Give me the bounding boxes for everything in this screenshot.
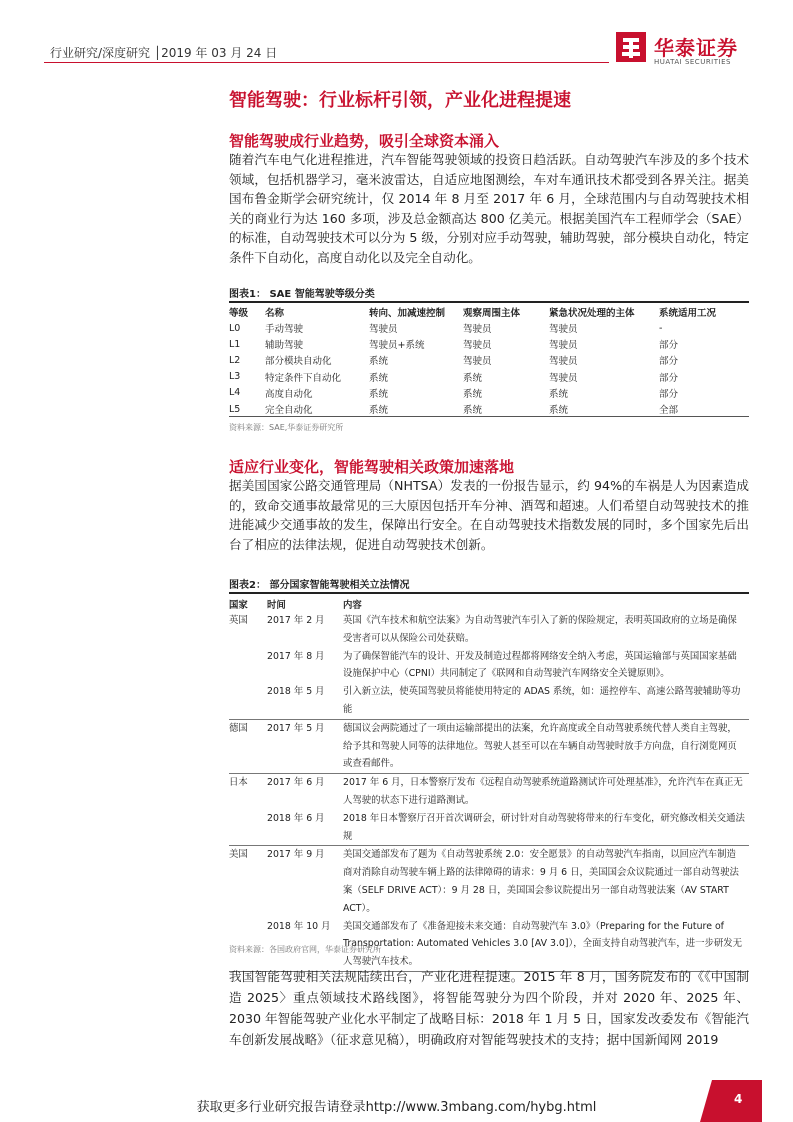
table-cell: 手动驾驶 [265,324,304,336]
table-cell: 系统 [463,372,483,384]
section3-body: 我国智能驾驶相关法规陆续出台，产业化进程提速。2015 年 8 月，国务院发布的《《中国制造 2025〉重点领域技术路线图》，将智能驾驶分为四个阶段，并对 2020 年、2025 年、2030 年智能驾驶产业化水平制定了战略目标：2018 年 1 月 5 日，国家发改委发布《智能汽车创新发展战略》（征求意见稿），明确政府对智能驾驶技术的支持；据中国新闻网 2019 [229,969,749,1047]
table-cell-time: 2018 年 6 月 [265,810,343,846]
section2-heading: 适应行业变化，智能驾驶相关政策加速落地 [229,458,515,476]
section2-body: 据美国国家公路交通管理局（NHTSA）发表的一份报告显示，约 94%的车祸是人为因素造成的，致命交通事故最常见的三大原因包括开车分神、酒驾和超速。人们希望自动驾驶技术的推进能减少交通事故的发生，保障出行安全。在自动驾驶技术指数发展的同时，多个国家先后出台了相应的法律法规，促进自动驾驶技术创新。 [229,478,749,552]
table-cell-content: 英国《汽车技术和航空法案》为自动驾驶汽车引入了新的保险规定，表明英国政府的立场是确保受害者可以从保险公司处获赔。 [343,615,737,644]
table-row [229,336,749,352]
table-cell-time: 2018 年 10 月 [265,918,343,972]
figure2-top-rule [229,592,749,594]
table-cell-country: 德国 [229,719,265,773]
table-cell: 完全自动化 [265,405,313,417]
table-header: 等级 [229,308,249,319]
table-cell: L5 [229,403,241,415]
table-cell: 驾驶员 [463,324,492,336]
table-row [229,401,749,417]
table-cell-content: 美国交通部发布了题为《自动驾驶系统 2.0：安全愿景》的自动驾驶汽车指南，以回应汽车制造商对消除自动驾驶车辆上路的法律障碍的请求：9 月 6 日，美国国会众议院通过一部自动驾驶法案（SELF DRIVE ACT）：9 月 28 日，美国国会参议院提出另一部自动驾驶法案（AV START ACT）。 [343,849,739,914]
table-cell: 驾驶员 [369,324,398,336]
table-cell-content: 为了确保智能汽车的设计、开发及制造过程都将网络安全纳入考虑，英国运输部与英国国家基础设施保护中心（CPNI）共同制定了《联网和自动驾驶汽车网络安全关键原则》。 [343,650,737,680]
table-header: 转向、加减速控制 [369,308,446,319]
table-row [229,719,749,773]
figure2-source: 资料来源：各国政府官网，华泰证券研究所 [229,945,381,954]
table-cell: 部分 [659,340,679,352]
table-header: 名称 [265,308,285,319]
company-logo [614,28,749,72]
table-cell-time: 2017 年 2 月 [267,615,325,626]
figure2-table [229,595,749,972]
table-cell-country [229,683,265,719]
table-cell-time: 2017 年 5 月 [265,719,343,773]
table-cell: L0 [229,322,241,334]
table-cell-country: 日本 [229,777,248,789]
table-header: 系统适用工况 [659,308,717,319]
table-cell-time: 2017 年 6 月 [267,777,325,789]
figure1-bottom-rule [229,416,749,417]
table-cell-time: 2017 年 8 月 [267,650,325,662]
table-row [229,320,749,336]
table-cell: 驾驶员+系统 [369,340,425,352]
figure1-title: 图表1： SAE 智能驾驶等级分类 [229,289,375,300]
table-row [229,774,749,810]
table-cell: 驾驶员 [549,372,578,384]
table-cell: L3 [229,371,241,383]
section1-body: 随着汽车电气化进程推进，汽车智能驾驶领域的投资日趋活跃。自动驾驶汽车涉及的多个技术领域，包括机器学习，毫米波雷达，自适应地图测绘，车对车通讯技术都受到各界关注。据美国布鲁金斯学会研究统计，仅 2014 年 8 月至 2017 年 6 月，全球范围内与自动驾驶技术相关的商业行为达 160 多项，涉及总金额高达 800 亿美元。根据美国汽车工程师学会（SAE）的标准，自动驾驶技术可以分为 5 级，分别对应手动驾驶，辅助驾驶，部分模块自动化，特定条件下自动化，高度自动化以及完全自动化。 [229,152,749,265]
table-header-row [229,304,749,320]
page-title: 智能驾驶：行业标杆引领，产业化进程提速 [229,90,571,111]
table-row [229,846,749,918]
table-header: 内容 [343,599,362,611]
table-cell-content: 引入新立法，使英国驾驶员将能使用特定的 ADAS 系统，如：遥控停车、高速公路驾驶辅助等功能 [343,683,749,719]
table-cell: 系统 [463,388,483,400]
figure2-title: 图表2： 部分国家智能驾驶相关立法情况 [229,580,410,591]
table-cell-content: 德国议会两院通过了一项由运输部提出的法案，允许高度或全自动驾驶系统代替人类自主驾驶，给予其和驾驶人同等的法律地位。驾驶人甚至可以在车辆自动驾驶时放手方向盘，自行浏览网页或查看邮件。 [343,719,749,773]
table-cell-country: 美国 [229,849,248,861]
table-cell: 系统 [369,356,389,368]
header-breadcrumb: 行业研究/深度研究 │2019 年 03 月 24 日 [50,46,278,60]
table-cell: 全部 [659,405,679,417]
table-header: 紧急状况处理的主体 [549,308,635,319]
table-cell: 系统 [369,405,389,417]
table-header: 观察周围主体 [463,308,521,319]
table-cell-content: 2017 年 6 月，日本警察厅发布《远程自动驾驶系统道路测试许可处理基准》，允许汽车在真正无人驾驶的状态下进行道路测试。 [343,777,743,806]
table-cell: 系统 [369,372,389,384]
table-cell: 系统 [549,388,569,400]
table-cell: 驾驶员 [549,340,578,352]
table-cell: 高度自动化 [265,388,313,400]
table-cell: 驾驶员 [463,356,492,368]
table-cell: 驾驶员 [549,324,578,336]
table-row [229,369,749,385]
table-row [229,352,749,368]
footer-link-text[interactable]: 获取更多行业研究报告请登录http://www.3mbang.com/hybg.html [196,1100,597,1115]
table-cell: 系统 [369,388,389,400]
table-cell-country [229,648,265,684]
logo-english-text: HUATAI SECURITIES [654,58,731,66]
table-cell: - [659,322,663,334]
table-cell-time: 2017 年 9 月 [267,849,325,861]
table-cell-country: 英国 [229,615,248,626]
table-cell: 驾驶员 [549,356,578,368]
figure1-top-rule [229,301,749,303]
table-cell: 部分 [659,388,679,400]
table-cell: 系统 [549,405,569,417]
figure1-table [229,304,749,417]
table-cell-country [229,810,265,846]
table-cell: 部分模块自动化 [265,356,332,368]
huatai-logo-icon [614,30,650,64]
table-row [229,648,749,684]
table-cell-time: 2018 年 5 月 [265,683,343,719]
table-header: 国家 [229,599,248,611]
table-cell: L4 [229,387,241,399]
table-header-row [229,595,749,612]
table-cell: 特定条件下自动化 [265,372,342,384]
table-cell: 部分 [659,372,679,384]
table-cell-content: 美国交通部发布了《准备迎接未来交通：自动驾驶汽车 3.0》（Preparing for the Future of Transportation: Automated Vehicles 3.0 [AV 3.0]），全面支持自动驾驶汽车，进一步研发无人驾驶汽车技术。 [343,918,749,972]
header-divider [44,62,609,63]
table-cell: 系统 [463,405,483,417]
figure1-source: 资料来源：SAE,华泰证券研究所 [229,423,344,432]
table-header: 时间 [267,599,286,611]
page-number: 4 [734,1092,743,1106]
table-cell: L2 [229,354,241,366]
table-cell: 驾驶员 [463,340,492,352]
table-cell: 辅助驾驶 [265,340,304,352]
table-row [229,612,749,648]
table-row [229,810,749,846]
table-row [229,385,749,401]
table-cell: 部分 [659,356,679,368]
logo-chinese-text: 华泰证券 [654,36,738,60]
table-cell: L1 [229,338,241,350]
table-cell-content: 2018 年日本警察厅召开首次调研会，研讨针对自动驾驶将带来的行车变化，研究修改相关交通法规 [343,810,749,846]
table-row [229,683,749,719]
section1-heading: 智能驾驶成行业趋势，吸引全球资本涌入 [229,132,500,150]
